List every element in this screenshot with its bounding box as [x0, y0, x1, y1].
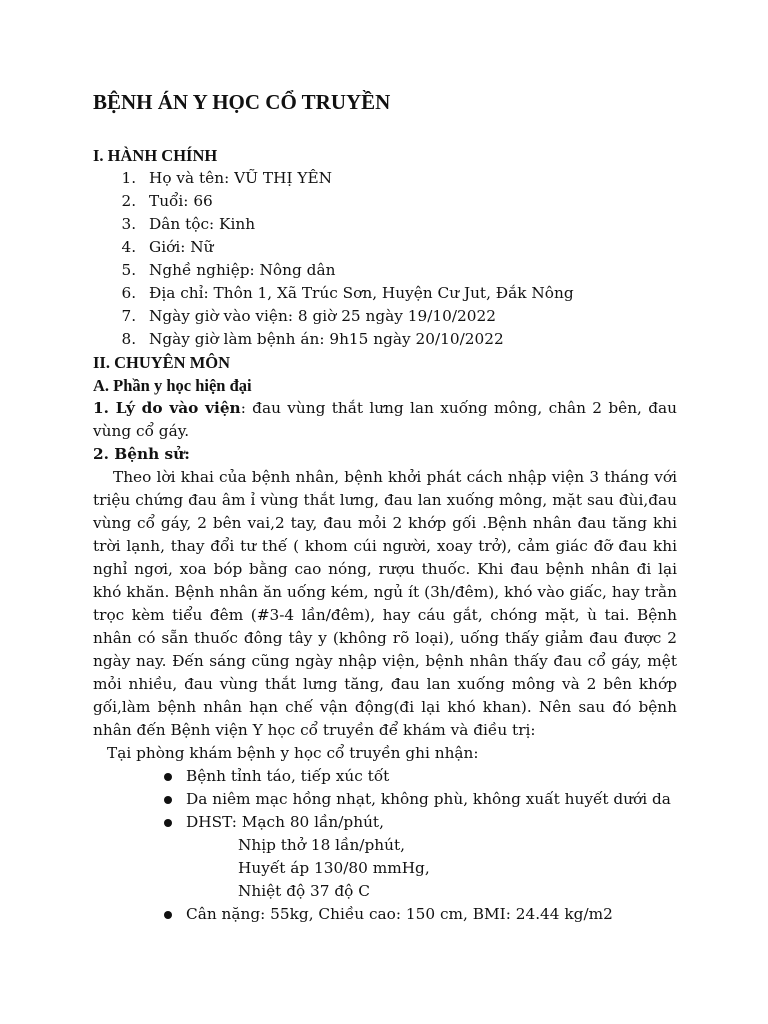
vitals-pulse: DHST: Mạch 80 lần/phút, — [186, 813, 384, 831]
bullet-icon — [164, 773, 172, 781]
observation-list — [93, 765, 677, 926]
list-item: Bệnh tỉnh táo, tiếp xúc tốt — [186, 765, 677, 788]
list-item: 8. Ngày giờ làm bệnh án: 9h15 ngày 20/10/2022 — [141, 328, 677, 351]
history-paragraph: Theo lời khai của bệnh nhân, bệnh khởi phát cách nhập viện 3 tháng với triệu chứng đau âm ỉ vùng thắt lưng, đau lan xuống mông, mặt sau đùi,đau vùng cổ gáy, 2 bên vai,2 tay, đau mỏi 2 khớp gối .Bệnh nhân đau tăng khi trời lạnh, thay đổi tư thế ( khom cúi người, xoay trở), cảm giác đỡ đau khi nghỉ ngơi, xoa bóp bằng cao nóng, rượu thuốc. Khi đau bệnh nhân đi lại khó khăn. Bệnh nhân ăn uống kém, ngủ ít (3h/đêm), khó vào giấc, hay trằn trọc kèm tiểu đêm (#3-4 lần/đêm), hay cáu gắt, chóng mặt, ù tai. Bệnh nhân có sẵn thuốc đông tây y (không rõ loại), uống thấy giảm đau được 2 ngày nay. Đến sáng cũng ngày nhập viện, bệnh nhân thấy đau cổ gáy, mệt mỏi nhiều, đau vùng thắt lưng tăng, đau lan xuống mông và 2 bên khớp gối,làm bệnh nhân hạn chế vận động(đi lại khó khan). Nên sau đó bệnh nhân đến Bệnh viện Y học cổ truyền để khám và điều trị: — [93, 468, 677, 739]
vitals-blood-pressure: Huyết áp 130/80 mmHg, — [238, 859, 430, 877]
vitals-temperature: Nhiệt độ 37 độ C — [238, 882, 370, 900]
reason-paragraph — [93, 397, 677, 443]
bullet-icon — [164, 819, 172, 827]
section-professional-heading: II. CHUYÊN MÔN — [93, 353, 231, 372]
bullet-icon — [164, 796, 172, 804]
list-item: Cân nặng: 55kg, Chiều cao: 150 cm, BMI: 24.44 kg/m2 — [186, 903, 677, 926]
bullet-icon — [164, 911, 172, 919]
vitals-respiration: Nhịp thở 18 lần/phút, — [238, 836, 405, 854]
reason-text: : đau vùng thắt lưng lan xuống mông, chân 2 bên, đau vùng cổ gáy. — [93, 399, 677, 440]
list-item: Da niêm mạc hồng nhạt, không phù, không xuất huyết dưới da — [186, 788, 677, 811]
document-body — [93, 144, 677, 926]
list-item: 4. Giới: Nữ — [141, 236, 677, 259]
section-administrative-heading: I. HÀNH CHÍNH — [93, 146, 218, 165]
administrative-list — [93, 167, 677, 351]
list-item — [186, 811, 677, 903]
reason-label: 1. Lý do vào viện — [93, 399, 241, 417]
list-item: 7. Ngày giờ vào viện: 8 giờ 25 ngày 19/10/2022 — [141, 305, 677, 328]
exam-intro: Tại phòng khám bệnh y học cổ truyền ghi nhận: — [107, 744, 479, 762]
list-item: 1. Họ và tên: VŨ THỊ YÊN — [141, 167, 677, 190]
list-item: 6. Địa chỉ: Thôn 1, Xã Trúc Sơn, Huyện Cư Jut, Đắk Nông — [141, 282, 677, 305]
history-heading: 2. Bệnh sử: — [93, 445, 190, 463]
document-title: BỆNH ÁN Y HỌC CỔ TRUYỀN — [93, 90, 391, 114]
list-item: 2. Tuổi: 66 — [141, 190, 677, 213]
part-a-heading: A. Phần y học hiện đại — [93, 376, 252, 395]
list-item: 5. Nghề nghiệp: Nông dân — [141, 259, 677, 282]
list-item: 3. Dân tộc: Kinh — [141, 213, 677, 236]
